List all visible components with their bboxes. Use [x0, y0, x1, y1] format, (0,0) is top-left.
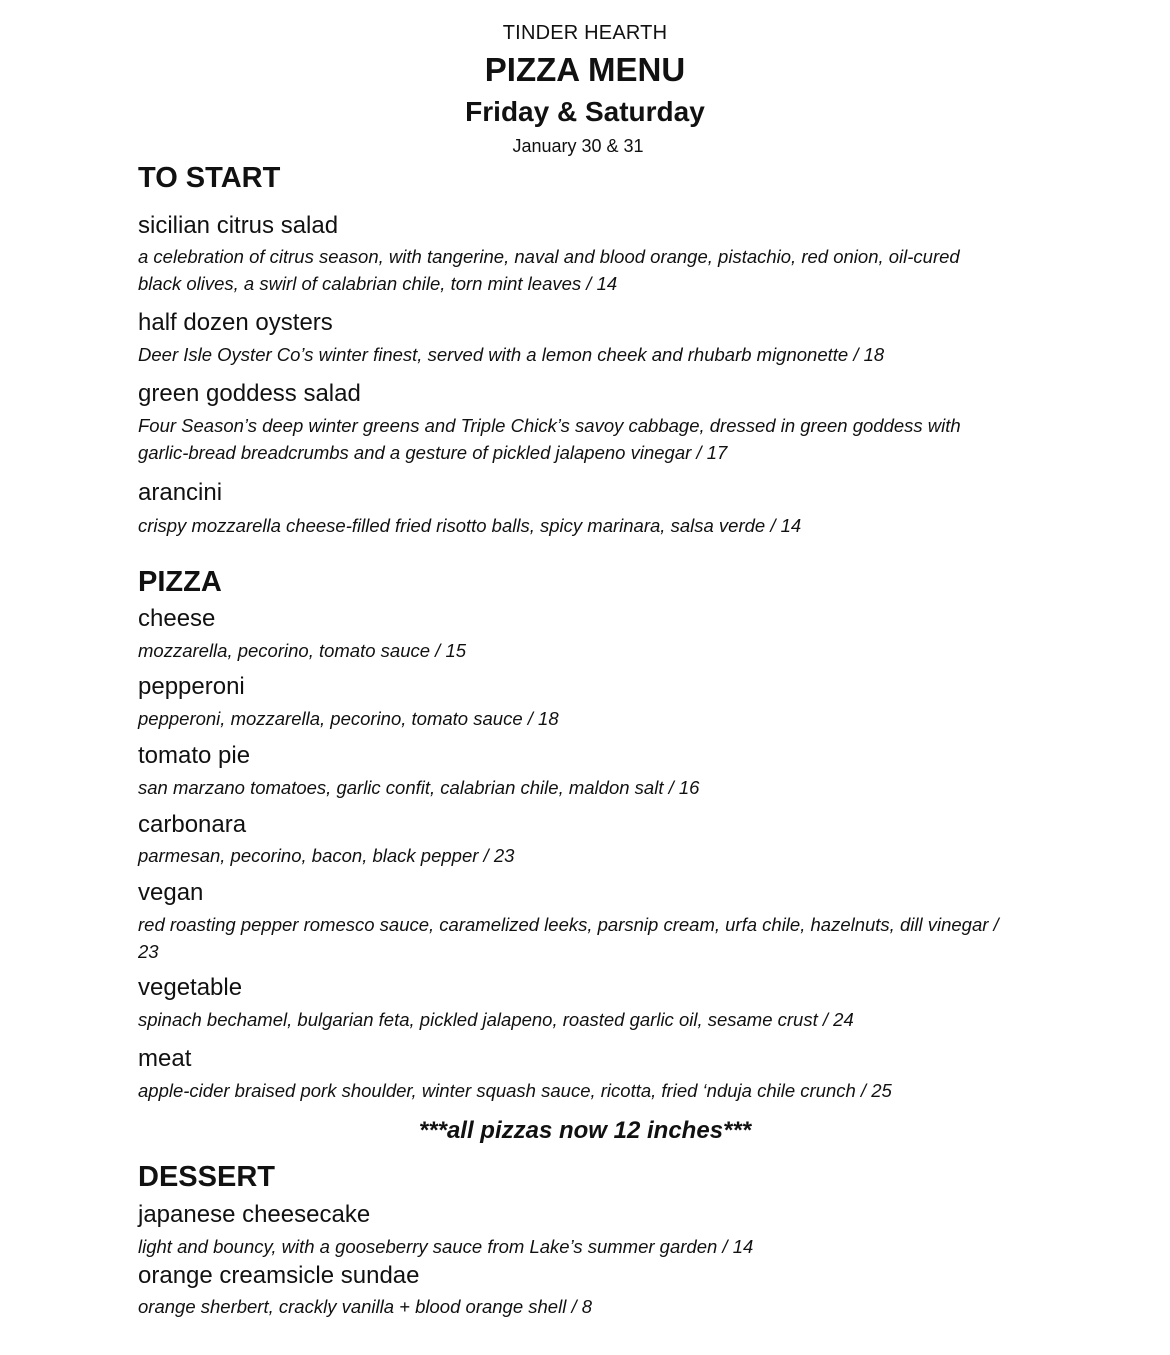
menu-item-name: sicilian citrus salad: [138, 212, 339, 239]
menu-item-name: tomato pie: [138, 742, 251, 769]
pizza-size-note: ***all pizzas now 12 inches***: [418, 1117, 752, 1144]
page-title: PIZZA MENU: [484, 51, 686, 88]
menu-item-description-line: black olives, a swirl of calabrian chile, torn mint leaves / 14: [138, 273, 618, 294]
menu-dates: [0, 136, 1170, 157]
menu-item-name: cheese: [138, 605, 216, 632]
menu-item-name: meat: [138, 1045, 192, 1072]
menu-item-description-line: a celebration of citrus season, with tangerine, naval and blood orange, pistachio, red onion, oil-cured: [138, 246, 960, 267]
menu-item-name: green goddess salad: [138, 380, 361, 407]
menu-item-description: apple-cider braised pork shoulder, winter squash sauce, ricotta, fried ‘nduja chile crunch / 25: [138, 1080, 892, 1101]
menu-item-description: orange sherbert, crackly vanilla + blood orange shell / 8: [138, 1296, 593, 1317]
menu-item-name: carbonara: [138, 811, 247, 838]
menu-item-description: [138, 412, 1038, 466]
menu-item-name: japanese cheesecake: [138, 1201, 371, 1228]
menu-item-name: vegetable: [138, 974, 243, 1001]
menu-item-name: pepperoni: [138, 673, 245, 700]
menu-item-description: pepperoni, mozzarella, pecorino, tomato sauce / 18: [138, 708, 559, 729]
menu-item-description: san marzano tomatoes, garlic confit, calabrian chile, maldon salt / 16: [138, 777, 700, 798]
menu-item-description: [138, 243, 1038, 297]
menu-item-description: [138, 911, 1058, 965]
menu-item-description: Deer Isle Oyster Co’s winter finest, served with a lemon cheek and rhubarb mignonette / 18: [138, 344, 885, 365]
menu-item-name: half dozen oysters: [138, 309, 333, 336]
menu-item-description: crispy mozzarella cheese-filled fried risotto balls, spicy marinara, salsa verde / 14: [138, 515, 802, 536]
menu-item-description: mozzarella, pecorino, tomato sauce / 15: [138, 640, 467, 661]
menu-item-name: arancini: [138, 479, 223, 506]
menu-item-description-line: garlic-bread breadcrumbs and a gesture of pickled jalapeno vinegar / 17: [138, 442, 728, 463]
menu-dates-text: January 30 & 31: [512, 136, 644, 156]
menu-item-name: orange creamsicle sundae: [138, 1262, 420, 1289]
section-heading-to-start: TO START: [138, 162, 281, 194]
section-heading-pizza: PIZZA: [138, 566, 222, 598]
menu-item-description-line: Four Season’s deep winter greens and Triple Chick’s savoy cabbage, dressed in green goddess with: [138, 415, 961, 436]
section-heading-dessert: DESSERT: [138, 1161, 275, 1193]
menu-item-description-line: red roasting pepper romesco sauce, caramelized leeks, parsnip cream, urfa chile, hazelnuts, dill vinegar /: [138, 914, 999, 935]
restaurant-name: TINDER HEARTH: [502, 22, 668, 44]
menu-item-description: parmesan, pecorino, bacon, black pepper / 23: [138, 845, 515, 866]
menu-days: Friday & Saturday: [465, 96, 705, 127]
menu-item-name: vegan: [138, 879, 204, 906]
menu-item-description: light and bouncy, with a gooseberry sauce from Lake’s summer garden / 14: [138, 1236, 754, 1257]
menu-item-description: spinach bechamel, bulgarian feta, pickled jalapeno, roasted garlic oil, sesame crust / 24: [138, 1009, 854, 1030]
menu-item-description-line: 23: [138, 941, 159, 962]
